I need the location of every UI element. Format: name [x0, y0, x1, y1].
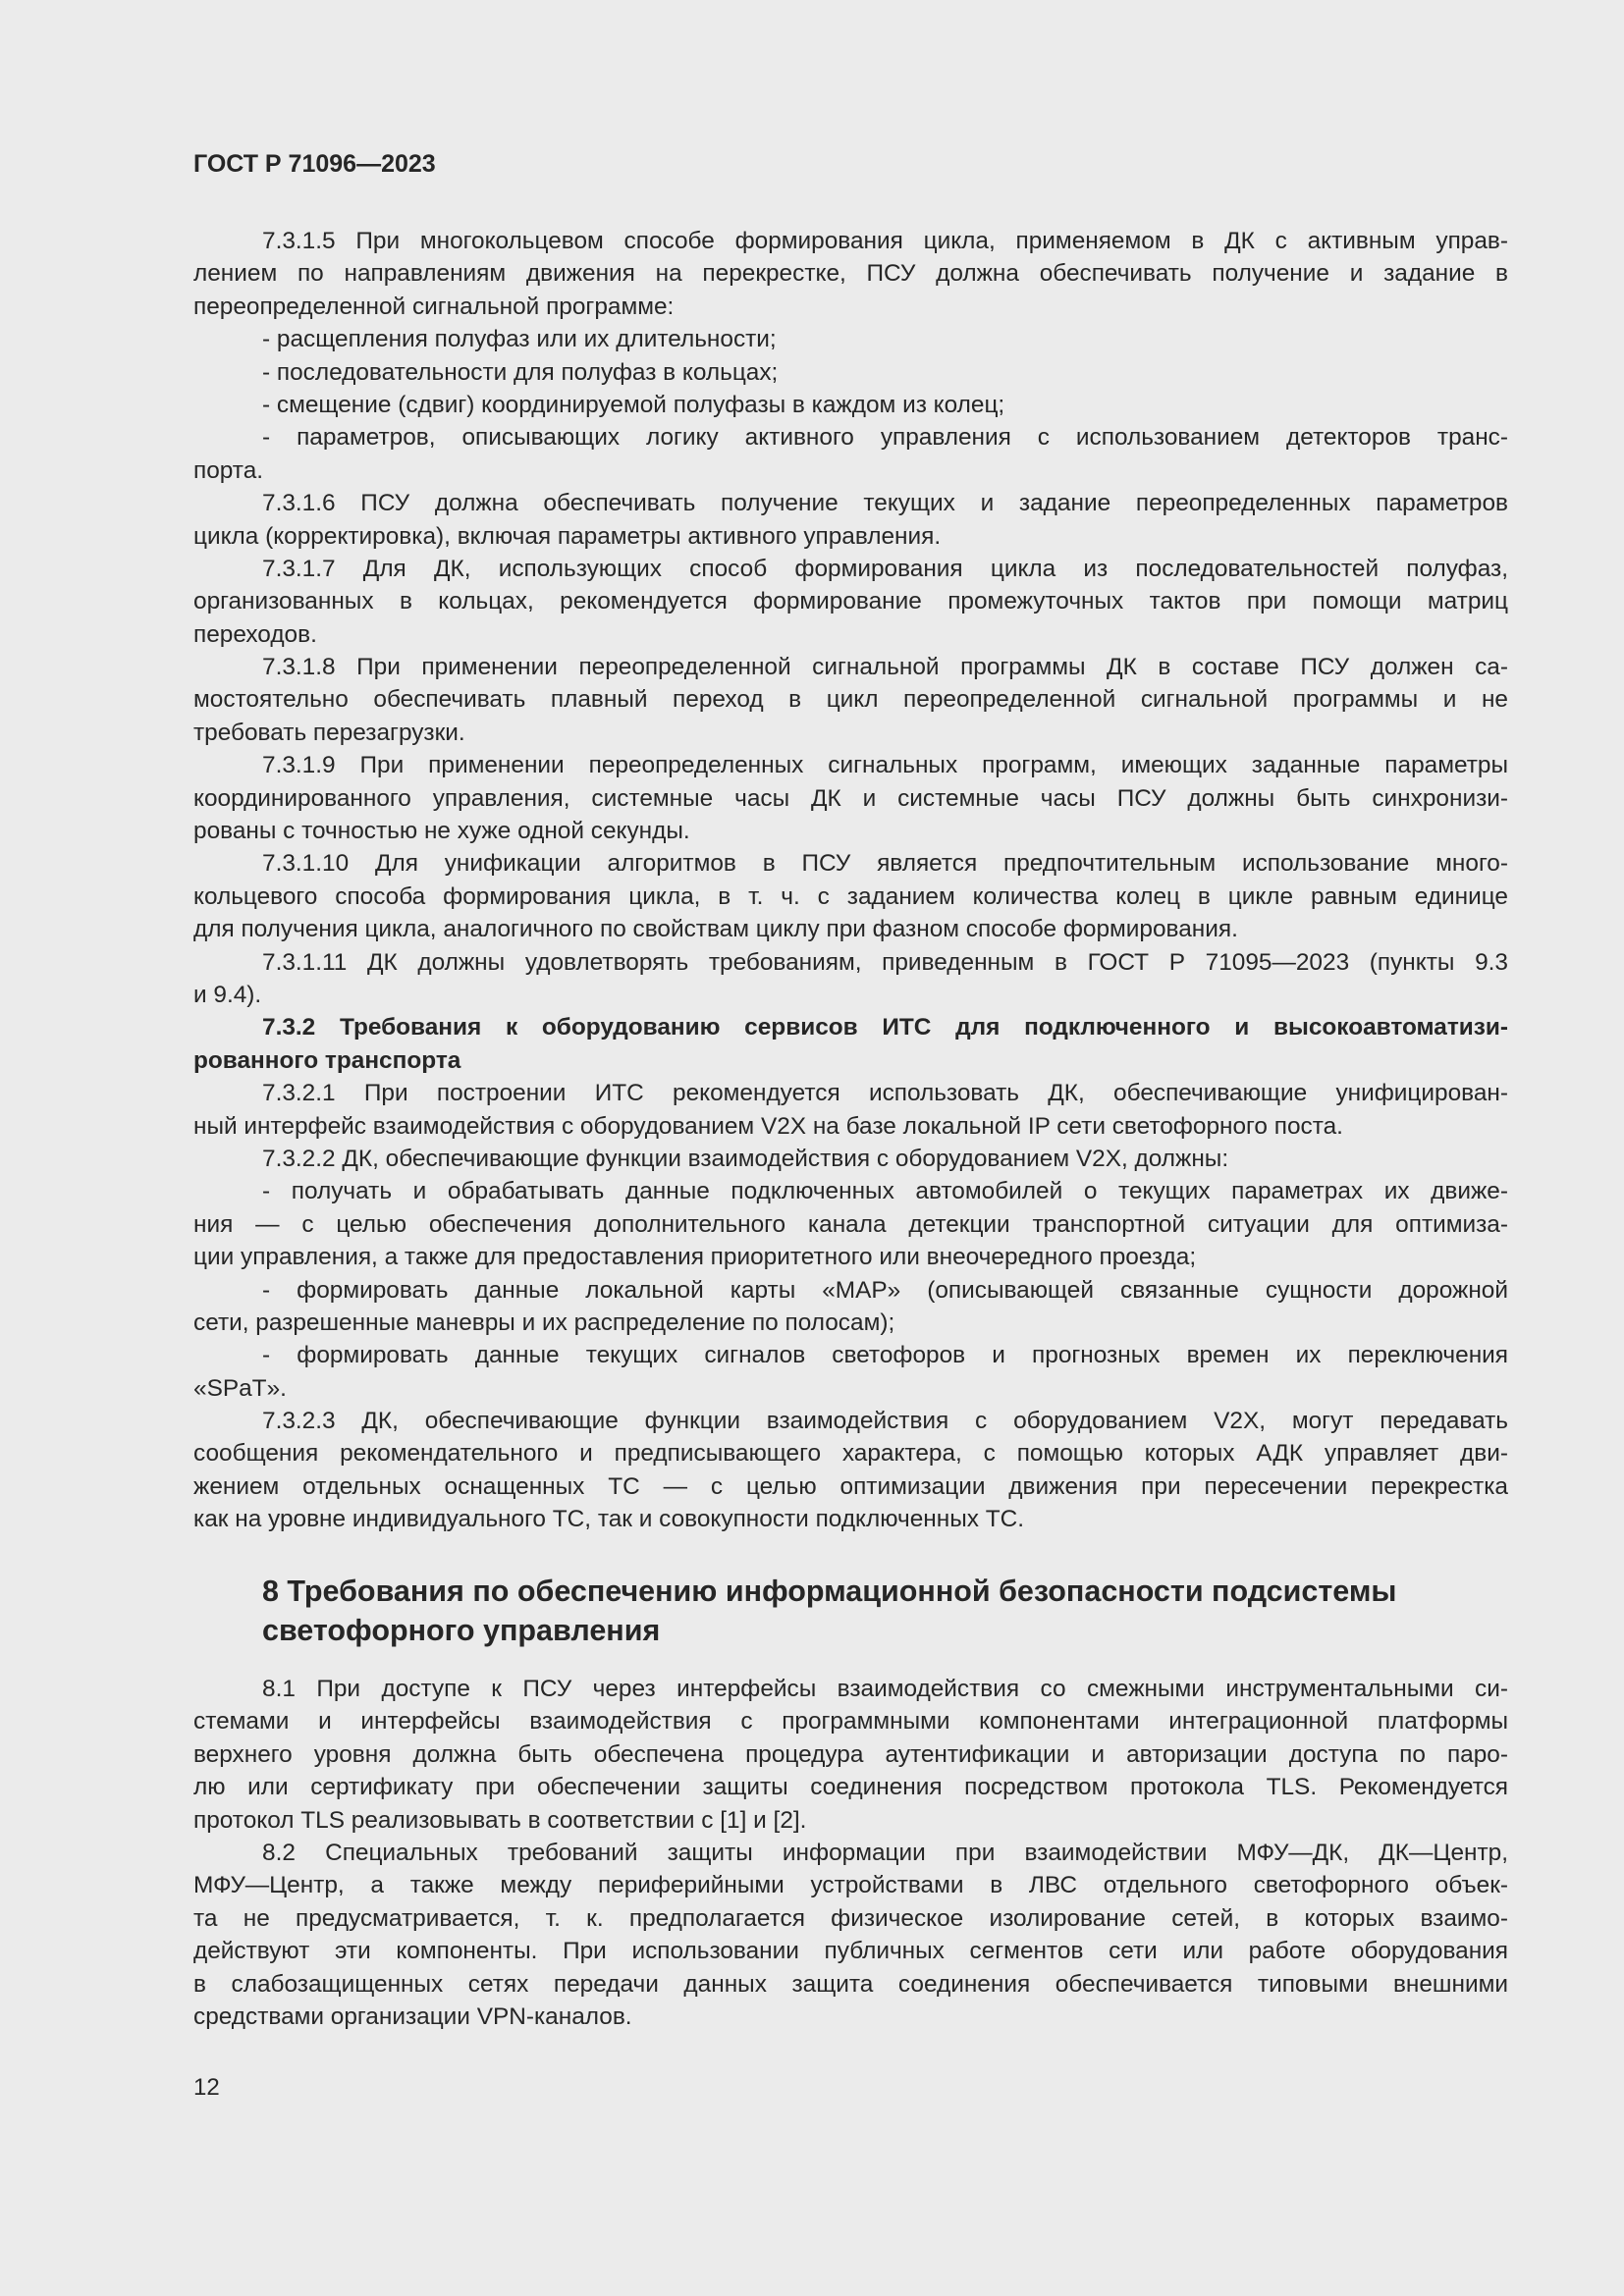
list-item [193, 421, 1508, 487]
text-line: мостоятельно обеспечивать плавный переход в цикл переопределенной сигнальной программы и не [193, 686, 1508, 714]
paragraph [193, 847, 1508, 945]
text-line: 7.3.2.1 При построении ИТС рекомендуется использовать ДК, обеспечивающие унифицирован- [262, 1080, 1508, 1107]
text-line: та не предусматривается, т. к. предполагается физическое изолирование сетей, в которых взаимо- [193, 1904, 1508, 1932]
paragraph [193, 553, 1508, 651]
text-line: действуют эти компоненты. При использовании публичных сегментов сети или работе оборудования [193, 1938, 1508, 1965]
text-line: верхнего уровня должна быть обеспечена процедура аутентификации и авторизации доступа по паро- [193, 1740, 1508, 1768]
text-line: 7.3.1.11 ДК должны удовлетворять требованиям, приведенным в ГОСТ Р 71095—2023 (пункты 9.3 [262, 948, 1508, 976]
text-line: в слабозащищенных сетях передачи данных защита соединения обеспечивается типовыми внешними [193, 1970, 1508, 1998]
paragraph [193, 651, 1508, 749]
list-item [193, 1175, 1508, 1273]
paragraph [193, 1405, 1508, 1536]
text-line: - формировать данные локальной карты «MAP» (описывающей связанные сущности дорожной [262, 1276, 1508, 1304]
text-line: как на уровне индивидуального ТС, так и совокупности подключенных ТС. [193, 1506, 1024, 1533]
paragraph [193, 1673, 1508, 1837]
list-item [193, 1274, 1508, 1340]
text-line: - смещение (сдвиг) координируемой полуфазы в каждом из колец; [262, 391, 1005, 418]
text-line: МФУ—Центр, а также между периферийными устройствами в ЛВС отдельного светофорного объек- [193, 1872, 1508, 1899]
text-line: 7.3.1.8 При применении переопределенной сигнальной программы ДК в составе ПСУ должен са- [262, 654, 1508, 681]
text-line: порта. [193, 456, 264, 484]
text-line: 7.3.1.6 ПСУ должна обеспечивать получение текущих и задание переопределенных параметров [262, 490, 1508, 517]
text-line: координированного управления, системные часы ДК и системные часы ПСУ должны быть синхронизи- [193, 784, 1508, 812]
text-line: рованы с точностью не хуже одной секунды. [193, 818, 690, 845]
text-line: 7.3.1.9 При применении переопределенных сигнальных программ, имеющих заданные параметры [262, 752, 1508, 779]
text-line: 8.2 Специальных требований защиты информации при взаимодействии МФУ—ДК, ДК—Центр, [262, 1839, 1508, 1866]
text-line: 7.3.2.3 ДК, обеспечивающие функции взаимодействия с оборудованием V2X, могут передавать [262, 1408, 1508, 1435]
text-line: 7.3.2 Требования к оборудованию сервисов ИТС для подключенного и высокоавтоматизи- [262, 1014, 1508, 1041]
text-line: рованного транспорта [193, 1046, 461, 1074]
text-line: сообщения рекомендательного и предписывающего характера, с помощью которых АДК управляет дви- [193, 1440, 1508, 1468]
text-line: лением по направлениям движения на перекрестке, ПСУ должна обеспечивать получение и задание в [193, 260, 1508, 288]
text-line: жением отдельных оснащенных ТС — с целью оптимизации движения при пересечении перекрестка [193, 1472, 1508, 1500]
list-item [193, 1339, 1508, 1405]
section-heading-line: светофорного управления [262, 1614, 661, 1647]
text-line: сети, разрешенные маневры и их распределение по полосам); [193, 1308, 895, 1336]
text-line: 8.1 При доступе к ПСУ через интерфейсы взаимодействия со смежными инструментальными си- [262, 1676, 1508, 1702]
paragraph [193, 487, 1508, 553]
text-line: кольцевого способа формирования цикла, в т. ч. с заданием количества колец в цикле равным единице [193, 882, 1508, 910]
paragraph [193, 1143, 1508, 1175]
paragraph [193, 749, 1508, 847]
paragraph [193, 225, 1508, 323]
text-line: ции управления, а также для предоставления приоритетного или внеочередного проезда; [193, 1244, 1197, 1271]
section-8-body [193, 1673, 1508, 2033]
paragraph [193, 1837, 1508, 2033]
text-line: стемами и интерфейсы взаимодействия с программными компонентами интеграционной платформы [193, 1708, 1508, 1735]
text-line: переходов. [193, 620, 317, 648]
text-line: для получения цикла, аналогичного по свойствам циклу при фазном способе формирования. [193, 916, 1238, 943]
text-line: - получать и обрабатывать данные подключенных автомобилей о текущих параметрах их движе- [262, 1178, 1508, 1205]
paragraph [193, 946, 1508, 1012]
text-line: ния — с целью обеспечения дополнительного канала детекции транспортной ситуации для оптимиза- [193, 1210, 1508, 1238]
text-line: - последовательности для полуфаз в кольцах; [262, 358, 779, 386]
list-item [193, 323, 1508, 355]
text-line: 7.3.2.2 ДК, обеспечивающие функции взаимодействия с оборудованием V2X, должны: [262, 1145, 1229, 1172]
text-line: цикла (корректировка), включая параметры активного управления. [193, 522, 942, 550]
text-line: протокол TLS реализовывать в соответствии с [1] и [2]. [193, 1806, 807, 1834]
text-line: - параметров, описывающих логику активного управления с использованием детекторов транс- [262, 424, 1508, 452]
section-heading-line: 8 Требования по обеспечению информационной безопасности подсистемы [262, 1575, 1397, 1608]
text-line: 7.3.1.7 Для ДК, использующих способ формирования цикла из последовательностей полуфаз, [262, 555, 1508, 582]
section-8-heading [262, 1572, 1508, 1650]
document-code: ГОСТ Р 71096—2023 [193, 150, 436, 178]
text-line: лю или сертификату при обеспечении защиты соединения посредством протокола TLS. Рекомендуется [193, 1774, 1508, 1801]
text-line: средствами организации VPN-каналов. [193, 2002, 632, 2030]
section-7-3-body [193, 225, 1508, 1536]
text-line: ный интерфейс взаимодействия с оборудованием V2X на базе локальной IP сети светофорного поста. [193, 1112, 1343, 1140]
text-line: - формировать данные текущих сигналов светофоров и прогнозных времен их переключения [262, 1342, 1508, 1369]
text-line: «SPaT». [193, 1374, 287, 1402]
text-line: 7.3.1.5 При многокольцевом способе формирования цикла, применяемом в ДК с активным управ- [262, 228, 1508, 254]
list-item [193, 389, 1508, 421]
text-line: 7.3.1.10 Для унификации алгоритмов в ПСУ является предпочтительным использование много- [262, 850, 1508, 878]
list-item [193, 356, 1508, 389]
page-number: 12 [193, 2074, 220, 2101]
text-line: - расщепления полуфаз или их длительности; [262, 326, 777, 353]
text-line: требовать перезагрузки. [193, 719, 465, 746]
text-line: и 9.4). [193, 981, 262, 1008]
text-line: организованных в кольцах, рекомендуется формирование промежуточных тактов при помощи матриц [193, 588, 1508, 615]
subsection-heading [193, 1011, 1508, 1077]
paragraph [193, 1077, 1508, 1143]
text-line: переопределенной сигнальной программе: [193, 293, 675, 320]
